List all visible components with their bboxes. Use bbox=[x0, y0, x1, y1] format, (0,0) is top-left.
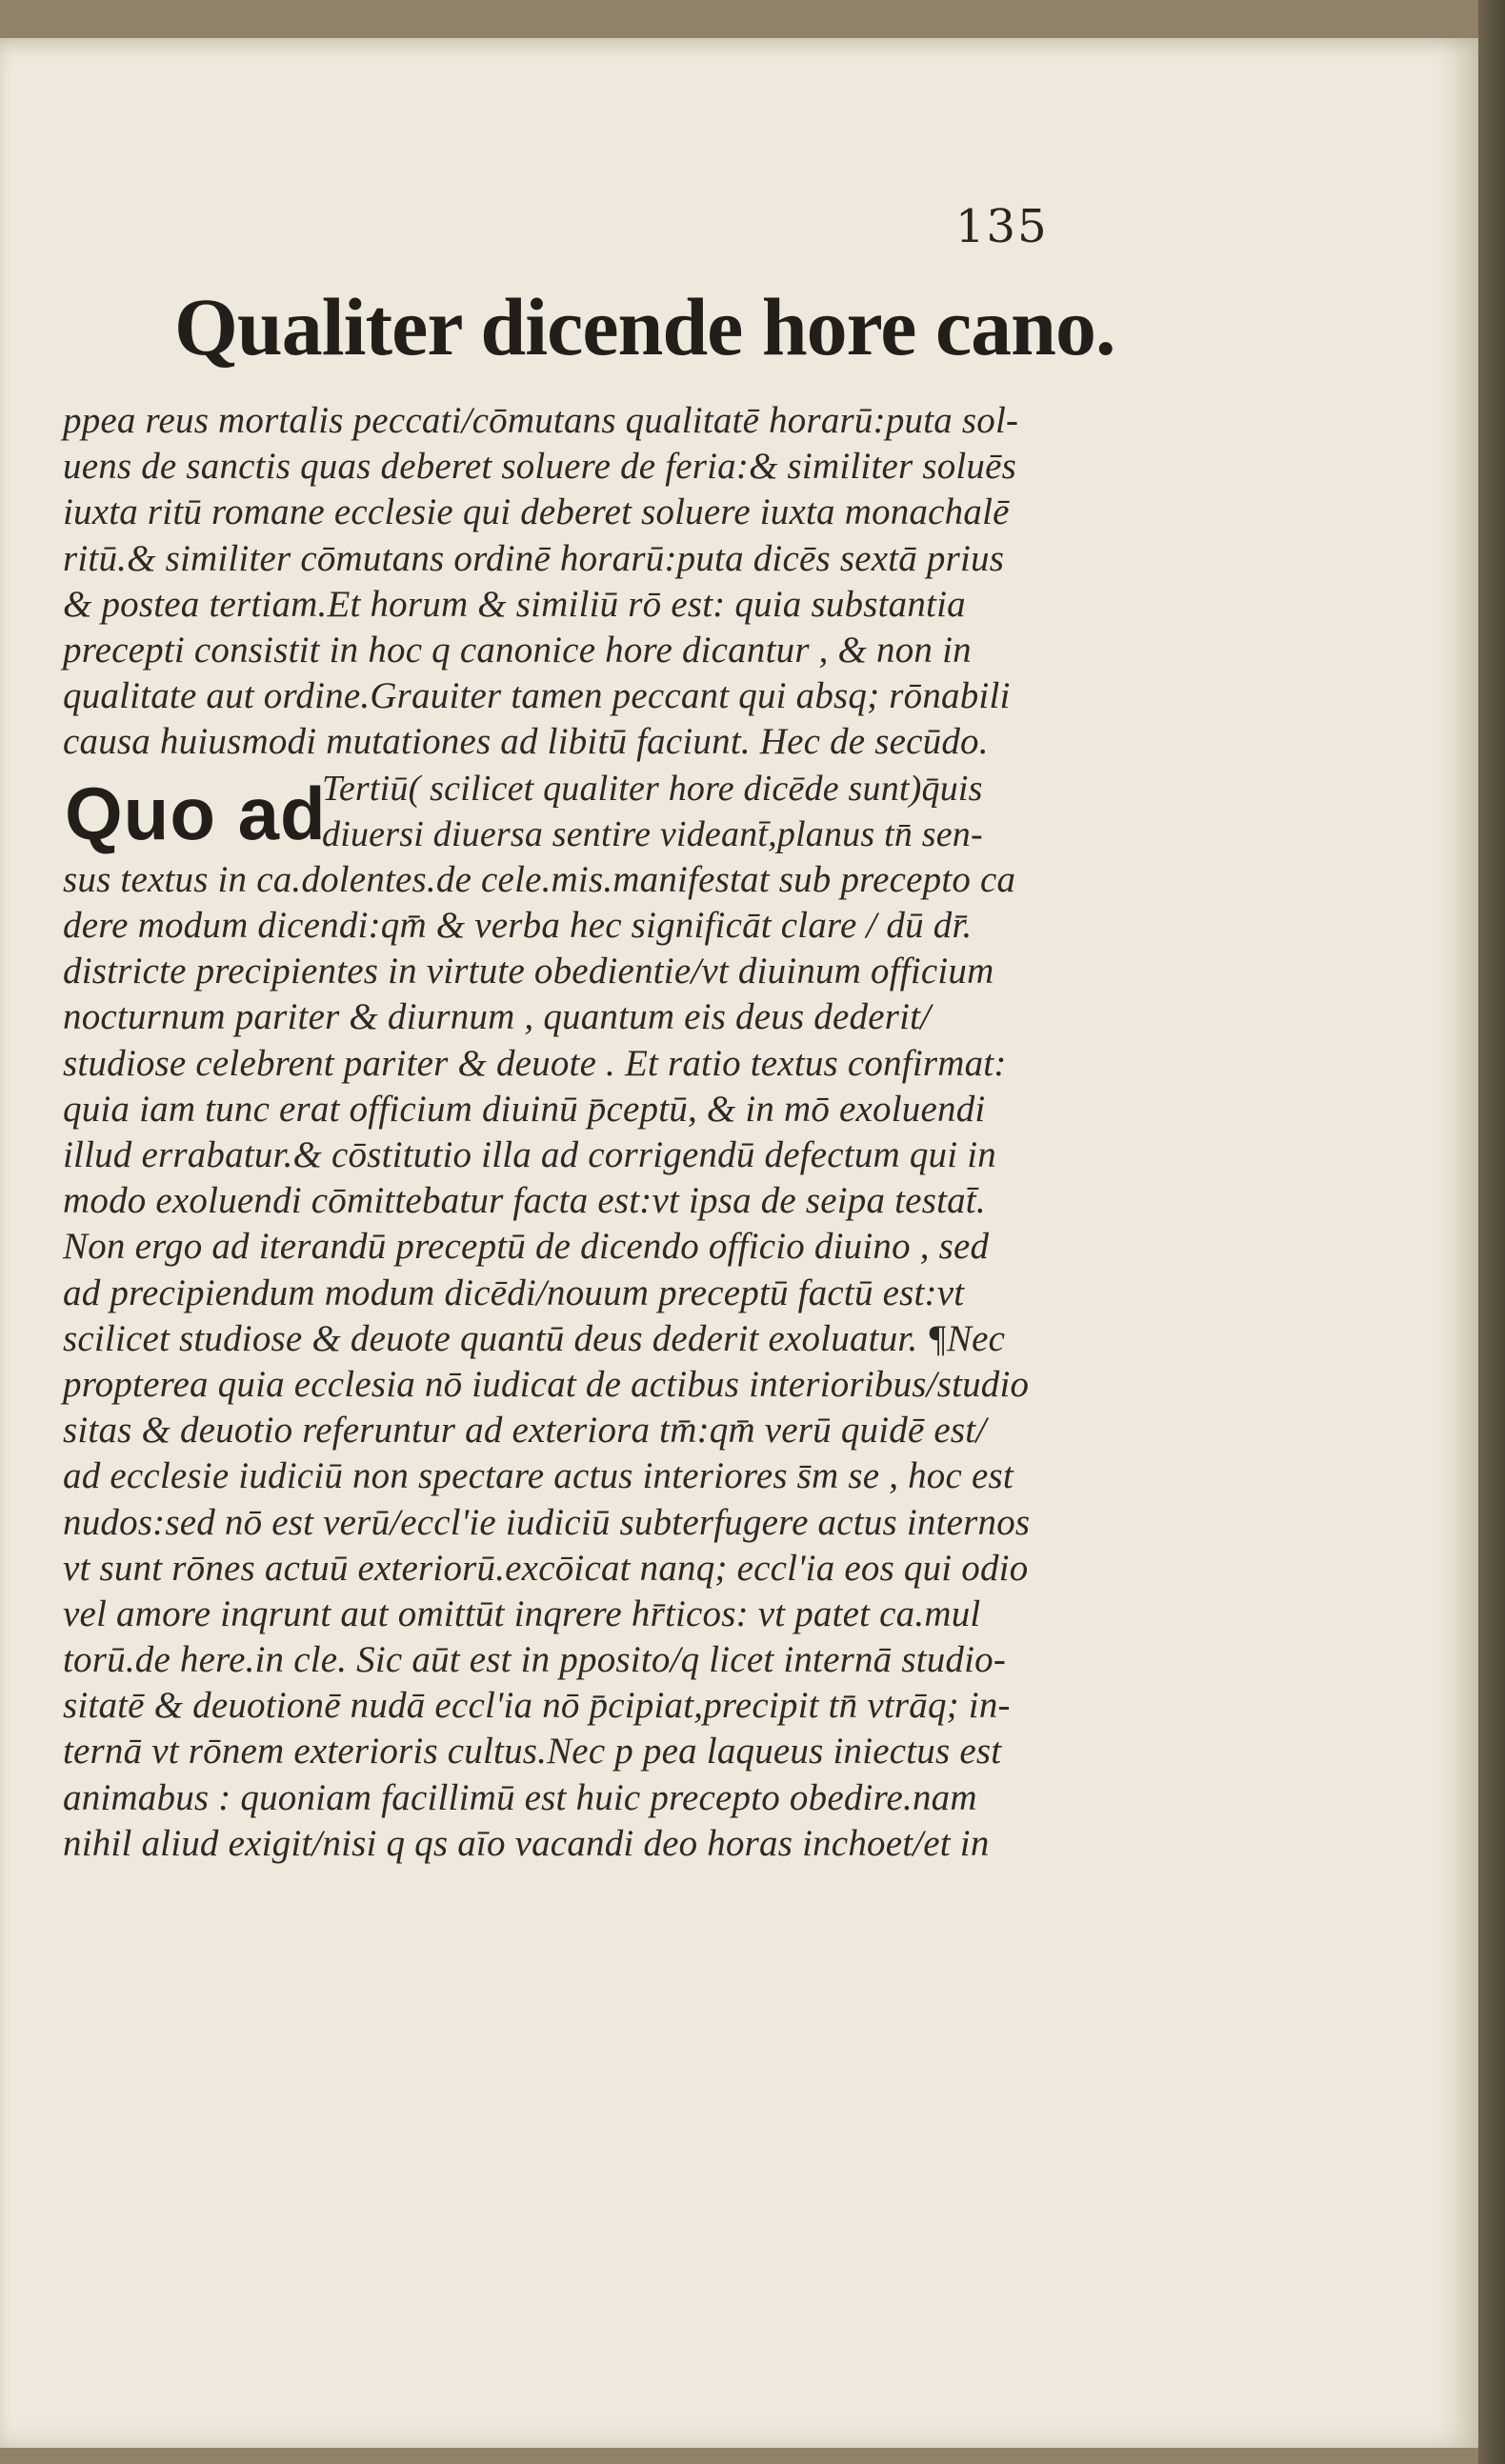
text-line: modo exoluendi cōmittebatur facta est:vt ipsa de seipa testat̄. bbox=[63, 1180, 986, 1222]
initial-side-lines bbox=[322, 766, 983, 857]
text-line: studiose celebrent pariter & deuote . Et ratio textus confirmat: bbox=[63, 1042, 1007, 1084]
text-line: qualitate aut ordine.Grauiter tamen peccant qui absq; rōnabili bbox=[63, 675, 1011, 717]
text-line: ternā vt rōnem exterioris cultus.Nec p pea laqueus iniectus est bbox=[63, 1731, 1002, 1773]
body-text bbox=[63, 398, 1044, 1867]
text-line: ritū.& similiter cōmutans ordinē horarū:puta dicēs sextā prius bbox=[63, 537, 1005, 579]
text-line: causa huiusmodi mutationes ad libitū faciunt. Hec de secūdo. bbox=[63, 721, 989, 763]
text-line: districte precipientes in virtute obedientie/vt diuinum officium bbox=[63, 951, 994, 992]
text-line: dere modum dicendi:qm̄ & verba hec significāt clare / dū dr̄. bbox=[63, 905, 973, 947]
initial-block bbox=[63, 766, 1044, 857]
decorated-initial: Quo ad bbox=[65, 771, 327, 855]
text-line: sus textus in ca.dolentes.de cele.mis.manifestat sub precepto ca bbox=[63, 858, 1016, 900]
paragraph-after-initial bbox=[63, 857, 1044, 1867]
text-line: Tertiū( scilicet qualiter hore dicēde sunt)q̄uis bbox=[322, 768, 983, 809]
text-line: ad precipiendum modum dicēdi/nouum preceptū factū est:vt bbox=[63, 1272, 965, 1313]
text-line: propterea quia ecclesia nō iudicat de actibus interioribus/studio bbox=[63, 1363, 1030, 1405]
text-line: illud errabatur.& cōstitutio illa ad corrigendū defectum qui in bbox=[63, 1134, 996, 1176]
running-heading: Qualiter dicende hore cano. bbox=[174, 281, 1115, 372]
paragraph-before-initial bbox=[63, 398, 1044, 766]
text-line: scilicet studiose & deuote quantū deus dederit exoluatur. ¶Nec bbox=[63, 1317, 1006, 1359]
text-line: animabus : quoniam facillimū est huic precepto obedire.nam bbox=[63, 1776, 977, 1818]
text-line: ppea reus mortalis peccati/cōmutans qualitatē horarū:puta sol- bbox=[63, 400, 1019, 441]
text-line: Non ergo ad iterandū preceptū de dicendo officio diuino , sed bbox=[63, 1226, 990, 1268]
text-line: sitatē & deuotionē nudā eccl'ia nō p̄cipiat,precipit tn̄ vtrāq; in- bbox=[63, 1685, 1011, 1727]
text-line: quia iam tunc erat officium diuinū p̄ceptū, & in mō exoluendi bbox=[63, 1088, 986, 1130]
text-line: vel amore inqrunt aut omittūt inqrere hr̄ticos: vt patet ca.mul bbox=[63, 1593, 981, 1634]
folio-number: 135 bbox=[955, 200, 1049, 253]
text-line: sitas & deuotio referuntur ad exteriora tm̄:qm̄ verū quidē est/ bbox=[63, 1410, 987, 1452]
text-line: vt sunt rōnes actuū exteriorū.excōicat nanq; eccl'ia eos qui odio bbox=[63, 1547, 1029, 1589]
text-line: nudos:sed nō est verū/eccl'ie iudiciū subterfugere actus internos bbox=[63, 1501, 1031, 1543]
text-line: torū.de here.in cle. Sic aūt est in pposito/q licet internā studio- bbox=[63, 1639, 1007, 1681]
scan-edge-shadow bbox=[1478, 0, 1505, 2464]
text-line: nihil aliud exigit/nisi q qs aīo vacandi deo horas inchoet/et in bbox=[63, 1822, 990, 1864]
text-line: diuersi diuersa sentire videant̄,planus tn̄ sen- bbox=[322, 813, 983, 854]
book-page bbox=[0, 38, 1478, 2448]
text-line: nocturnum pariter & diurnum , quantum eis deus dederit/ bbox=[63, 996, 932, 1038]
text-line: iuxta ritū romane ecclesie qui deberet soluere iuxta monachalē bbox=[63, 491, 1010, 533]
text-line: precepti consistit in hoc q canonice hore dicantur , & non in bbox=[63, 629, 972, 671]
text-line: & postea tertiam.Et horum & similiū rō est: quia substantia bbox=[63, 583, 966, 625]
text-line: uens de sanctis quas deberet soluere de feria:& similiter soluēs bbox=[63, 446, 1017, 488]
text-line: ad ecclesie iudiciū non spectare actus interiores s̄m se , hoc est bbox=[63, 1455, 1013, 1497]
